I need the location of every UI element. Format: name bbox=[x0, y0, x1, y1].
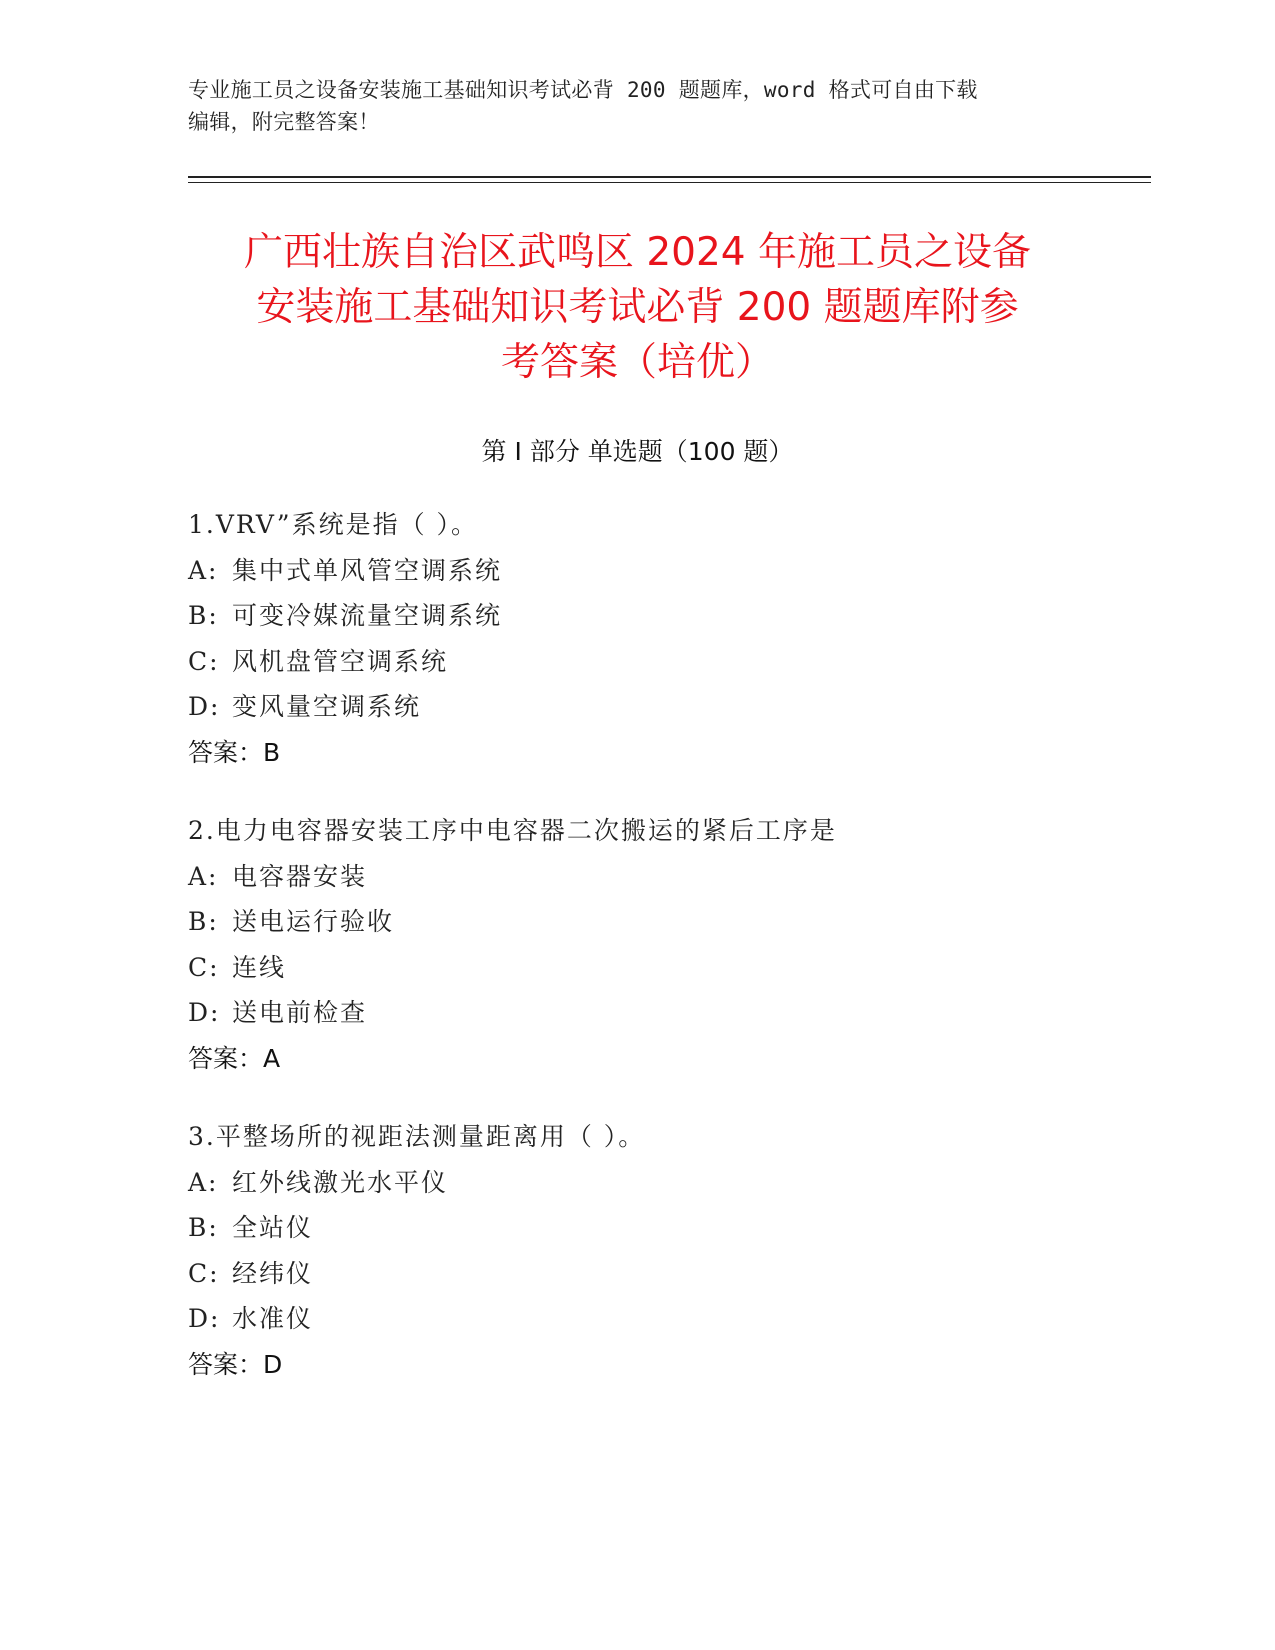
document-title bbox=[150, 225, 1125, 390]
option-text: 可变冷媒流量空调系统 bbox=[232, 601, 503, 630]
question-stem: 1.VRV”系统是指（ ）。 bbox=[188, 510, 479, 539]
option-letter: B: bbox=[188, 1213, 219, 1242]
option-letter: C: bbox=[188, 952, 220, 982]
header-note bbox=[188, 74, 1088, 138]
header-note-line-2: 编辑，附完整答案！ bbox=[188, 110, 380, 134]
option-letter: D: bbox=[188, 1304, 221, 1333]
option-c bbox=[188, 945, 837, 991]
option-c bbox=[188, 639, 502, 685]
option-text: 送电运行验收 bbox=[232, 907, 395, 936]
option-letter: C: bbox=[188, 646, 220, 676]
option-text: 送电前检查 bbox=[232, 998, 368, 1027]
option-d bbox=[188, 1296, 645, 1342]
option-text: 风机盘管空调系统 bbox=[232, 646, 449, 676]
question-2 bbox=[188, 808, 837, 1081]
header-note-line-1: 专业施工员之设备安装施工基础知识考试必背 200 题题库，word 格式可自由下载 bbox=[188, 78, 978, 102]
option-letter: D: bbox=[188, 692, 221, 721]
section-heading: 第 I 部分 单选题（100 题） bbox=[481, 437, 794, 466]
document-title-line-1: 广西壮族自治区武鸣区 2024 年施工员之设备 bbox=[243, 230, 1032, 275]
option-b bbox=[188, 899, 837, 945]
option-letter: B: bbox=[188, 907, 219, 936]
answer-line: 答案：A bbox=[188, 1043, 281, 1073]
option-letter: A: bbox=[188, 861, 219, 891]
option-text: 经纬仪 bbox=[232, 1258, 314, 1288]
question-stem: 3.平整场所的视距法测量距离用（ ）。 bbox=[188, 1122, 646, 1151]
option-text: 红外线激光水平仪 bbox=[232, 1167, 449, 1197]
document-title-line-3: 考答案（培优） bbox=[500, 340, 774, 385]
option-text: 变风量空调系统 bbox=[232, 692, 422, 721]
option-c bbox=[188, 1251, 645, 1297]
document-title-line-2: 安装施工基础知识考试必背 200 题题库附参 bbox=[256, 285, 1019, 330]
option-text: 连线 bbox=[232, 952, 287, 982]
option-text: 电容器安装 bbox=[232, 861, 368, 891]
option-letter: D: bbox=[188, 998, 221, 1027]
option-text: 水准仪 bbox=[232, 1304, 314, 1333]
option-a bbox=[188, 548, 502, 594]
header-divider-thick bbox=[188, 176, 1151, 178]
option-a bbox=[188, 1160, 645, 1206]
option-letter: C: bbox=[188, 1258, 220, 1288]
option-text: 集中式单风管空调系统 bbox=[232, 555, 503, 585]
answer-line: 答案：B bbox=[188, 737, 281, 767]
option-d bbox=[188, 990, 837, 1036]
question-3 bbox=[188, 1114, 645, 1387]
option-letter: B: bbox=[188, 601, 219, 630]
option-b bbox=[188, 1205, 645, 1251]
option-letter: A: bbox=[188, 555, 219, 585]
option-d bbox=[188, 684, 502, 730]
header-divider-thin bbox=[188, 182, 1151, 183]
answer-line: 答案：D bbox=[188, 1349, 283, 1379]
option-text: 全站仪 bbox=[232, 1213, 314, 1242]
option-letter: A: bbox=[188, 1167, 219, 1197]
question-stem: 2.电力电容器安装工序中电容器二次搬运的紧后工序是 bbox=[188, 816, 837, 845]
question-1 bbox=[188, 502, 502, 775]
option-b bbox=[188, 593, 502, 639]
option-a bbox=[188, 854, 837, 900]
